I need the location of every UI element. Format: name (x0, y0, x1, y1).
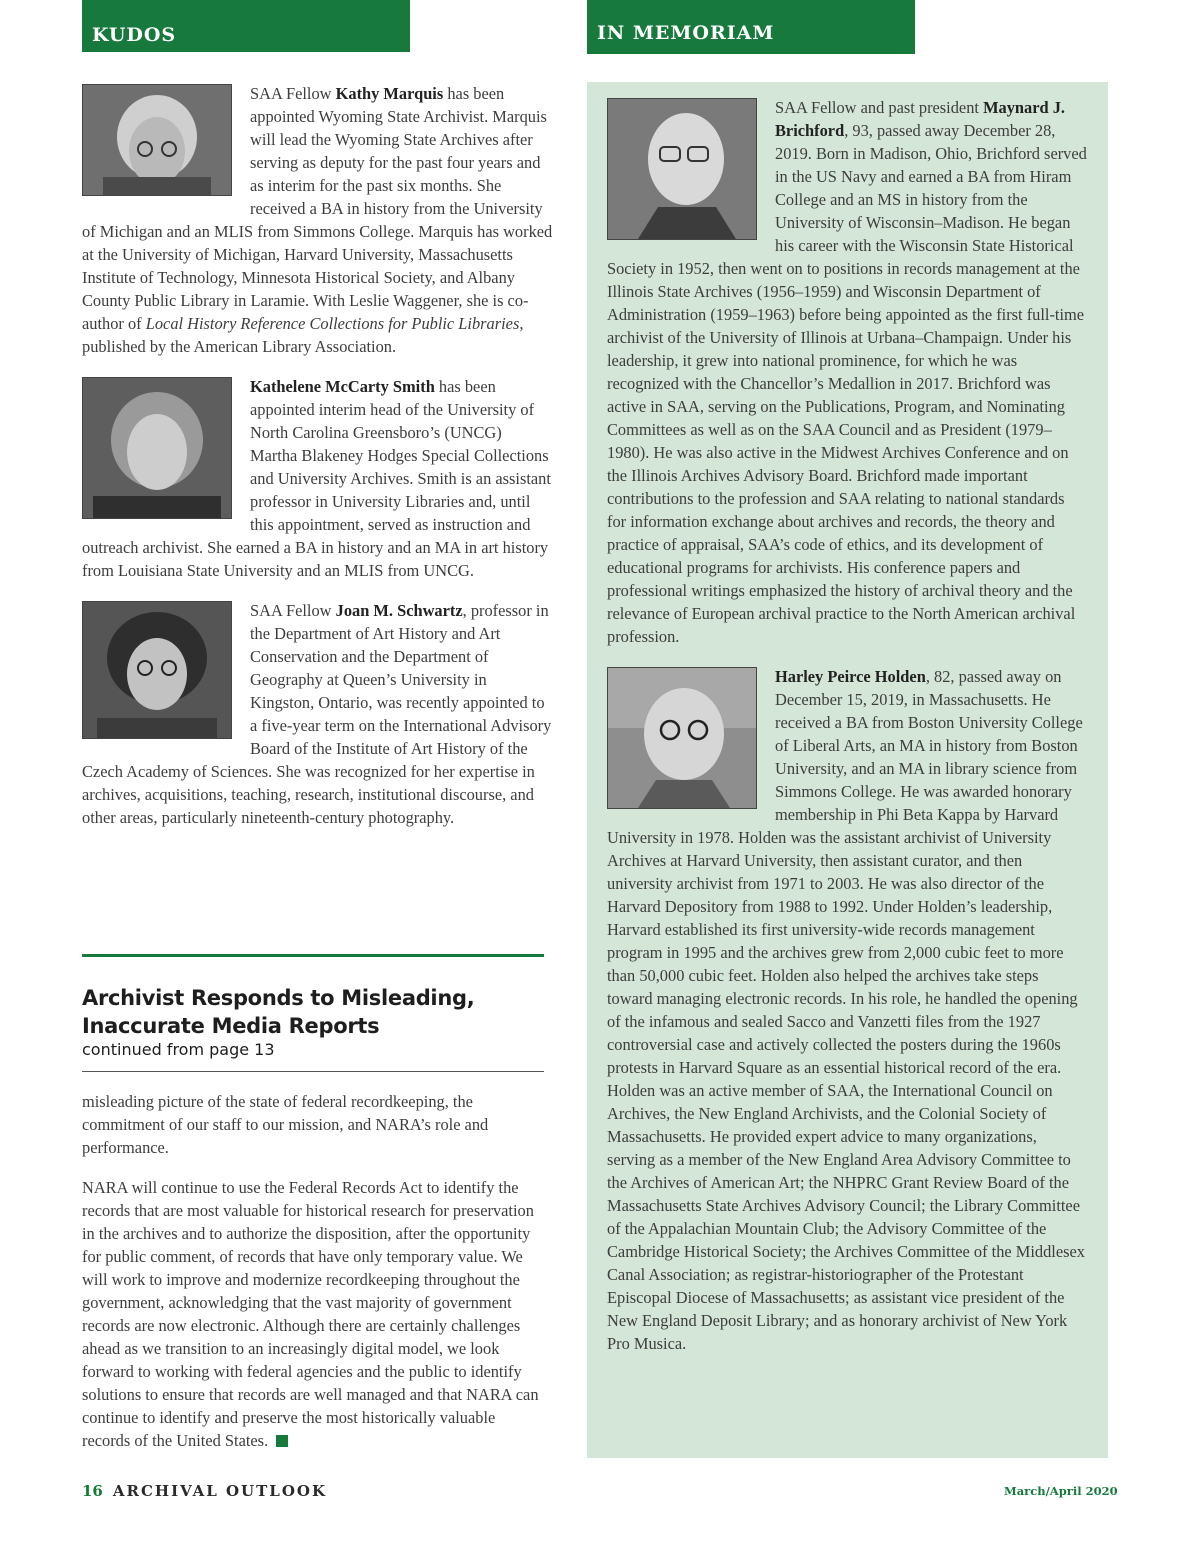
portrait-photo-marquis (82, 84, 232, 196)
memoriam-entry-holden (607, 665, 1087, 1355)
memoriam-text-holden: Harley Peirce Holden, 82, passed away on December 15, 2019, in Massachusetts. He received a BA from Boston University College of Liberal Arts, an MA in history from Boston University, and an MA in library science from Simmons College. He was awarded honorary membership in Phi Beta Kappa by Harvard University in 1978. Holden was the assistant archivist of University Archives at Harvard University, then assistant curator, and then university archivist from 1971 to 2003. He was also director of the Harvard Depository from 1988 to 1992. Under Holden’s leadership, Harvard established its first university-wide records management program in 1995 and the archives grew from 2,000 cubic feet to more than 50,000 cubic feet. Holden also helped the archives take steps toward managing electronic records. In his role, he handled the opening of the infamous and sealed Sacco and Vanzetti files from the 1927 controversial case and actively collected the posters during the 1960s protests in Harvard Square as an essential historical record of the era. Holden was an active member of SAA, the International Council on Archives, the New England Archivists, and the Colonial Society of Massachusetts. He provided expert advice to many organizations, serving as a member of the New England Area Advisory Committee to the Archives of American Art; the NHPRC Grant Review Board of the Massachusetts State Archives Advisory Council; the Library Committee of the Appalachian Mountain Club; the Advisory Committee of the Cambridge Historical Society; the Archives Committee of the Middlesex Canal Association; as registrar-historiographer of the Protestant Episcopal Diocese of Massachusetts; as assistant vice president of the New England Deposit Library; and as honorary archivist of New York Pro Musica. (607, 667, 1085, 1353)
footer-publication (82, 1482, 327, 1500)
memoriam-column (587, 0, 1108, 54)
title-rule (82, 1071, 544, 1072)
continued-from-label: continued from page 13 (82, 1040, 275, 1059)
portrait-photo-holden (607, 667, 757, 809)
person-name: Maynard J. Brichford (775, 98, 1066, 140)
portrait-photo-schwartz (82, 601, 232, 739)
section-divider (82, 954, 544, 957)
article-paragraph: misleading picture of the state of federal recordkeeping, the commitment of our staff to our mission, and NARA’s role and performance. (82, 1092, 489, 1157)
end-mark-icon (276, 1435, 288, 1447)
page-number: 16 (82, 1482, 103, 1500)
kudos-text-marquis: SAA Fellow Kathy Marquis has been appointed Wyoming State Archivist. Marquis will lead the Wyoming State Archives after serving as deputy for the past four years and as interim for the past six months. She received a BA in history from the University of Michigan and an MLIS from Simmons College. Marquis has worked at the University of Michigan, Harvard University, Massachusetts Institute of Technology, Minnesota Historical Society, and Albany County Public Library in Laramie. With Leslie Waggener, she is co-author of Local History Reference Collections for Public Libraries, published by the American Library Association. (82, 84, 553, 356)
memoriam-entries (607, 96, 1087, 1355)
person-name: Harley Peirce Holden (775, 667, 926, 686)
person-name: Kathelene McCarty Smith (250, 377, 435, 396)
footer-issue-date: March/April 2020 (1004, 1484, 1118, 1498)
kudos-column (82, 0, 553, 829)
memoriam-header: IN MEMORIAM (587, 0, 915, 54)
portrait-photo-brichford (607, 98, 757, 240)
publication-name: ARCHIVAL OUTLOOK (112, 1482, 328, 1500)
memoriam-text-brichford: SAA Fellow and past president Maynard J. Brichford, 93, passed away December 28, 2019. Born in Madison, Ohio, Brichford served in the US Navy and earned a BA from Hiram College and an MS in history from the University of Wisconsin–Madison. He began his career with the Wisconsin State Historical Society in 1952, then went on to positions in records management at the Illinois State Archives (1956–1959) and Wisconsin Department of Administration (1959–1963) before being appointed as the first full-time archivist of the University of Illinois at Urbana–Champaign. Under his leadership, it grew into national prominence, for which he was recognized with the Chancellor’s Medallion in 2017. Brichford was active in SAA, serving on the Publications, Program, and Nominating Committees as well as on the SAA Council and as President (1979–1980). He was also active in the Midwest Archives Conference and on the Illinois Archives Advisory Board. Brichford made important contributions to the profession and SAA relating to national standards for information exchange about archives and records, the theory and practice of appraisal, SAA’s code of ethics, and its development of educational programs for archivists. His conference papers and professional writings emphasized the history of archival theory and the relevance of European archival practice to the North American archival profession. (607, 98, 1087, 646)
kudos-entry-marquis (82, 82, 553, 358)
kudos-header: KUDOS (82, 0, 410, 52)
kudos-entry-schwartz (82, 599, 553, 829)
kudos-text-schwartz: SAA Fellow Joan M. Schwartz, professor in the Department of Art History and Art Conservation and the Department of Geography at Queen’s University in Kingston, Ontario, was recently appointed to a five-year term on the International Advisory Board of the Institute of Art History of the Czech Academy of Sciences. She was recognized for her expertise in archives, acquisitions, teaching, research, institutional discourse, and other areas, particularly nineteenth-century photography. (82, 601, 552, 827)
person-name: Joan M. Schwartz (335, 601, 463, 620)
person-name: Kathy Marquis (335, 84, 444, 103)
article-paragraph: NARA will continue to use the Federal Records Act to identify the records that are most valuable for historical research for preservation in the archives and to authorize the disposition, after the opportunity for public comment, of records that have only temporary value. We will work to improve and modernize recordkeeping throughout the government, acknowledging that the vast majority of government records are now electronic. Although there are certainly challenges ahead as we transition to an increasingly digital model, we look forward to working with federal agencies and the public to identify solutions to ensure that records are well managed and that NARA can continue to identify and preserve the most historically valuable records of the United States. (82, 1178, 539, 1450)
portrait-photo-smith (82, 377, 232, 519)
kudos-entry-smith (82, 375, 553, 582)
kudos-text-smith: Kathelene McCarty Smith has been appointed interim head of the University of North Carolina Greensboro’s (UNCG) Martha Blakeney Hodges Special Collections and University Archives. Smith is an assistant professor in University Libraries and, until this appointment, served as instruction and outreach archivist. She earned a BA in history and an MA in art history from Louisiana State University and an MLIS from UNCG. (82, 377, 551, 580)
article-title: Archivist Responds to Misleading, Inaccurate Media Reports (82, 986, 475, 1038)
article-body (82, 1090, 544, 1452)
memoriam-entry-brichford (607, 96, 1087, 648)
